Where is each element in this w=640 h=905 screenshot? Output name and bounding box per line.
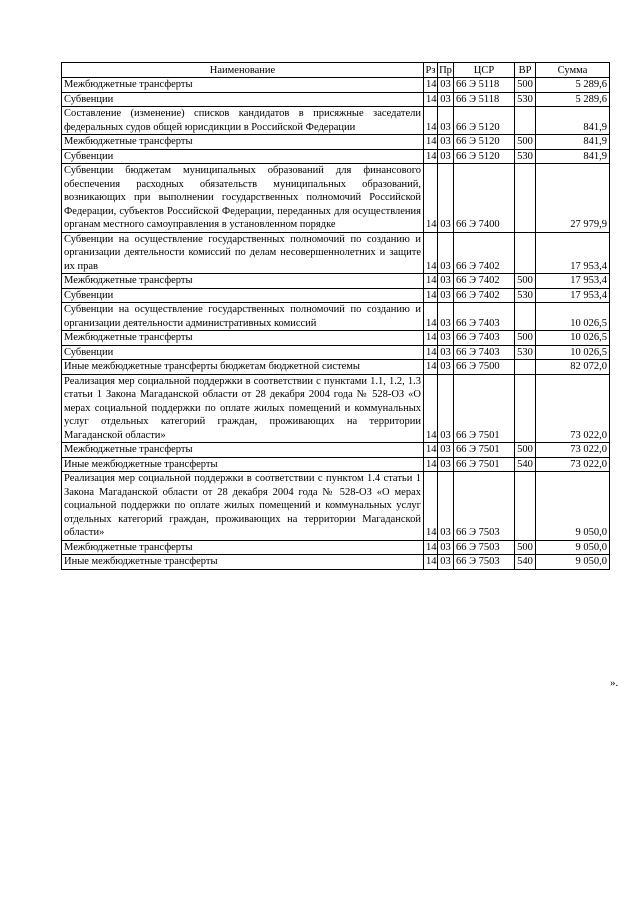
table-row	[62, 374, 610, 443]
table-row	[62, 92, 610, 107]
cell-sum: 17 953,4	[536, 274, 610, 289]
cell-rz: 14	[424, 472, 438, 541]
cell-rz: 14	[424, 443, 438, 458]
cell-vr: 500	[515, 443, 536, 458]
table-row	[62, 443, 610, 458]
cell-name: Реализация мер социальной поддержки в соответствии с пунктами 1.1, 1.2, 1.3 статьи 1 Закона Магаданской области от 28 декабря 2004 года № 528-ОЗ «О мерах социальной поддержки по оплате жилых помещений и коммунальных услуг отдельных категорий граждан, проживающих на территории Магаданской области»	[62, 374, 424, 443]
cell-sum: 841,9	[536, 107, 610, 135]
cell-name: Субвенции	[62, 149, 424, 164]
table-row	[62, 232, 610, 274]
cell-vr	[515, 107, 536, 135]
cell-name: Субвенции бюджетам муниципальных образований для финансового обеспечения расходных обязательств муниципальных образований, возникающих при выполнении государственных полномочий Российской Федерации, субъектов Российской Федерации, переданных для осуществления органам местного самоуправления в установленном порядке	[62, 164, 424, 233]
cell-name: Реализация мер социальной поддержки в соответствии с пунктом 1.4 статьи 1 Закона Магаданской области от 28 декабря 2004 года № 528-ОЗ «О мерах социальной поддержки по оплате жилых помещений и коммунальных услуг отдельных категорий граждан, проживающих на территории Магаданской области»	[62, 472, 424, 541]
cell-csr: 66 Э 7500	[454, 360, 515, 375]
cell-rz: 14	[424, 232, 438, 274]
cell-rz: 14	[424, 540, 438, 555]
cell-sum: 5 289,6	[536, 78, 610, 93]
cell-name: Субвенции	[62, 345, 424, 360]
cell-csr: 66 Э 7400	[454, 164, 515, 233]
cell-vr: 500	[515, 78, 536, 93]
closing-mark: ».	[610, 677, 619, 689]
table-row	[62, 555, 610, 570]
cell-name: Иные межбюджетные трансферты	[62, 457, 424, 472]
cell-name: Субвенции	[62, 92, 424, 107]
cell-pr: 03	[438, 274, 454, 289]
cell-vr: 540	[515, 457, 536, 472]
table-body	[62, 78, 610, 570]
cell-pr: 03	[438, 288, 454, 303]
cell-vr: 500	[515, 135, 536, 150]
cell-name: Межбюджетные трансферты	[62, 78, 424, 93]
cell-pr: 03	[438, 135, 454, 150]
cell-csr: 66 Э 5120	[454, 135, 515, 150]
cell-pr: 03	[438, 107, 454, 135]
cell-name: Составление (изменение) списков кандидатов в присяжные заседатели федеральных судов общей юрисдикции в Российской Федерации	[62, 107, 424, 135]
cell-csr: 66 Э 7503	[454, 540, 515, 555]
cell-vr: 530	[515, 345, 536, 360]
cell-rz: 14	[424, 164, 438, 233]
cell-csr: 66 Э 5118	[454, 78, 515, 93]
cell-name: Иные межбюджетные трансферты бюджетам бюджетной системы	[62, 360, 424, 375]
header-csr: ЦСР	[454, 63, 515, 78]
cell-name: Субвенции на осуществление государственных полномочий по созданию и организации деятельности административных комиссий	[62, 303, 424, 331]
cell-pr: 03	[438, 555, 454, 570]
cell-pr: 03	[438, 443, 454, 458]
cell-pr: 03	[438, 164, 454, 233]
cell-name: Межбюджетные трансферты	[62, 443, 424, 458]
cell-csr: 66 Э 5118	[454, 92, 515, 107]
table-row	[62, 331, 610, 346]
cell-vr	[515, 303, 536, 331]
table-row	[62, 457, 610, 472]
cell-pr: 03	[438, 457, 454, 472]
cell-csr: 66 Э 7402	[454, 274, 515, 289]
cell-sum: 17 953,4	[536, 288, 610, 303]
table-row	[62, 345, 610, 360]
cell-pr: 03	[438, 78, 454, 93]
cell-vr	[515, 472, 536, 541]
cell-rz: 14	[424, 303, 438, 331]
cell-sum: 10 026,5	[536, 331, 610, 346]
cell-rz: 14	[424, 360, 438, 375]
cell-name: Иные межбюджетные трансферты	[62, 555, 424, 570]
table-row	[62, 540, 610, 555]
cell-vr: 530	[515, 149, 536, 164]
cell-sum: 9 050,0	[536, 555, 610, 570]
cell-csr: 66 Э 5120	[454, 149, 515, 164]
cell-csr: 66 Э 7403	[454, 303, 515, 331]
cell-sum: 841,9	[536, 149, 610, 164]
cell-rz: 14	[424, 288, 438, 303]
cell-vr: 530	[515, 92, 536, 107]
cell-pr: 03	[438, 360, 454, 375]
cell-sum: 17 953,4	[536, 232, 610, 274]
cell-name: Межбюджетные трансферты	[62, 540, 424, 555]
table-row	[62, 303, 610, 331]
cell-rz: 14	[424, 78, 438, 93]
cell-vr: 500	[515, 540, 536, 555]
cell-sum: 9 050,0	[536, 472, 610, 541]
table-row	[62, 472, 610, 541]
table-row	[62, 135, 610, 150]
cell-vr: 530	[515, 288, 536, 303]
table-row	[62, 288, 610, 303]
header-pr: Пр	[439, 64, 452, 76]
cell-rz: 14	[424, 149, 438, 164]
budget-table	[61, 62, 610, 570]
header-sum: Сумма	[536, 63, 610, 78]
cell-csr: 66 Э 7501	[454, 374, 515, 443]
cell-sum: 10 026,5	[536, 345, 610, 360]
cell-rz: 14	[424, 92, 438, 107]
table-row	[62, 107, 610, 135]
cell-rz: 14	[424, 457, 438, 472]
cell-vr	[515, 232, 536, 274]
cell-csr: 66 Э 7501	[454, 443, 515, 458]
cell-vr	[515, 374, 536, 443]
cell-vr	[515, 360, 536, 375]
table-row	[62, 164, 610, 233]
cell-sum: 73 022,0	[536, 443, 610, 458]
header-vr: ВР	[515, 63, 536, 78]
cell-pr: 03	[438, 374, 454, 443]
cell-sum: 27 979,9	[536, 164, 610, 233]
cell-name: Межбюджетные трансферты	[62, 274, 424, 289]
cell-vr: 500	[515, 331, 536, 346]
cell-rz: 14	[424, 374, 438, 443]
cell-rz: 14	[424, 555, 438, 570]
cell-csr: 66 Э 7503	[454, 472, 515, 541]
cell-rz: 14	[424, 107, 438, 135]
cell-rz: 14	[424, 331, 438, 346]
cell-rz: 14	[424, 135, 438, 150]
header-name: Наименование	[62, 63, 424, 78]
cell-rz: 14	[424, 274, 438, 289]
cell-sum: 82 072,0	[536, 360, 610, 375]
cell-pr: 03	[438, 345, 454, 360]
cell-pr: 03	[438, 472, 454, 541]
cell-vr: 500	[515, 274, 536, 289]
cell-name: Субвенции на осуществление государственных полномочий по созданию и организации деятельности комиссий по делам несовершеннолетних и защите их прав	[62, 232, 424, 274]
cell-csr: 66 Э 7403	[454, 331, 515, 346]
cell-sum: 841,9	[536, 135, 610, 150]
cell-csr: 66 Э 7402	[454, 288, 515, 303]
table-row	[62, 149, 610, 164]
cell-pr: 03	[438, 331, 454, 346]
cell-name: Межбюджетные трансферты	[62, 331, 424, 346]
cell-csr: 66 Э 7402	[454, 232, 515, 274]
table-header-row	[62, 63, 610, 78]
table-row	[62, 360, 610, 375]
cell-pr: 03	[438, 303, 454, 331]
cell-vr	[515, 164, 536, 233]
cell-csr: 66 Э 7501	[454, 457, 515, 472]
cell-csr: 66 Э 7403	[454, 345, 515, 360]
cell-csr: 66 Э 7503	[454, 555, 515, 570]
cell-pr: 03	[438, 149, 454, 164]
cell-sum: 73 022,0	[536, 457, 610, 472]
table-row	[62, 274, 610, 289]
cell-sum: 9 050,0	[536, 540, 610, 555]
table-row	[62, 78, 610, 93]
cell-name: Субвенции	[62, 288, 424, 303]
cell-sum: 5 289,6	[536, 92, 610, 107]
cell-name: Межбюджетные трансферты	[62, 135, 424, 150]
header-rz: Рз	[425, 64, 436, 76]
cell-sum: 73 022,0	[536, 374, 610, 443]
cell-pr: 03	[438, 92, 454, 107]
cell-pr: 03	[438, 540, 454, 555]
cell-sum: 10 026,5	[536, 303, 610, 331]
cell-csr: 66 Э 5120	[454, 107, 515, 135]
cell-pr: 03	[438, 232, 454, 274]
cell-rz: 14	[424, 345, 438, 360]
cell-vr: 540	[515, 555, 536, 570]
